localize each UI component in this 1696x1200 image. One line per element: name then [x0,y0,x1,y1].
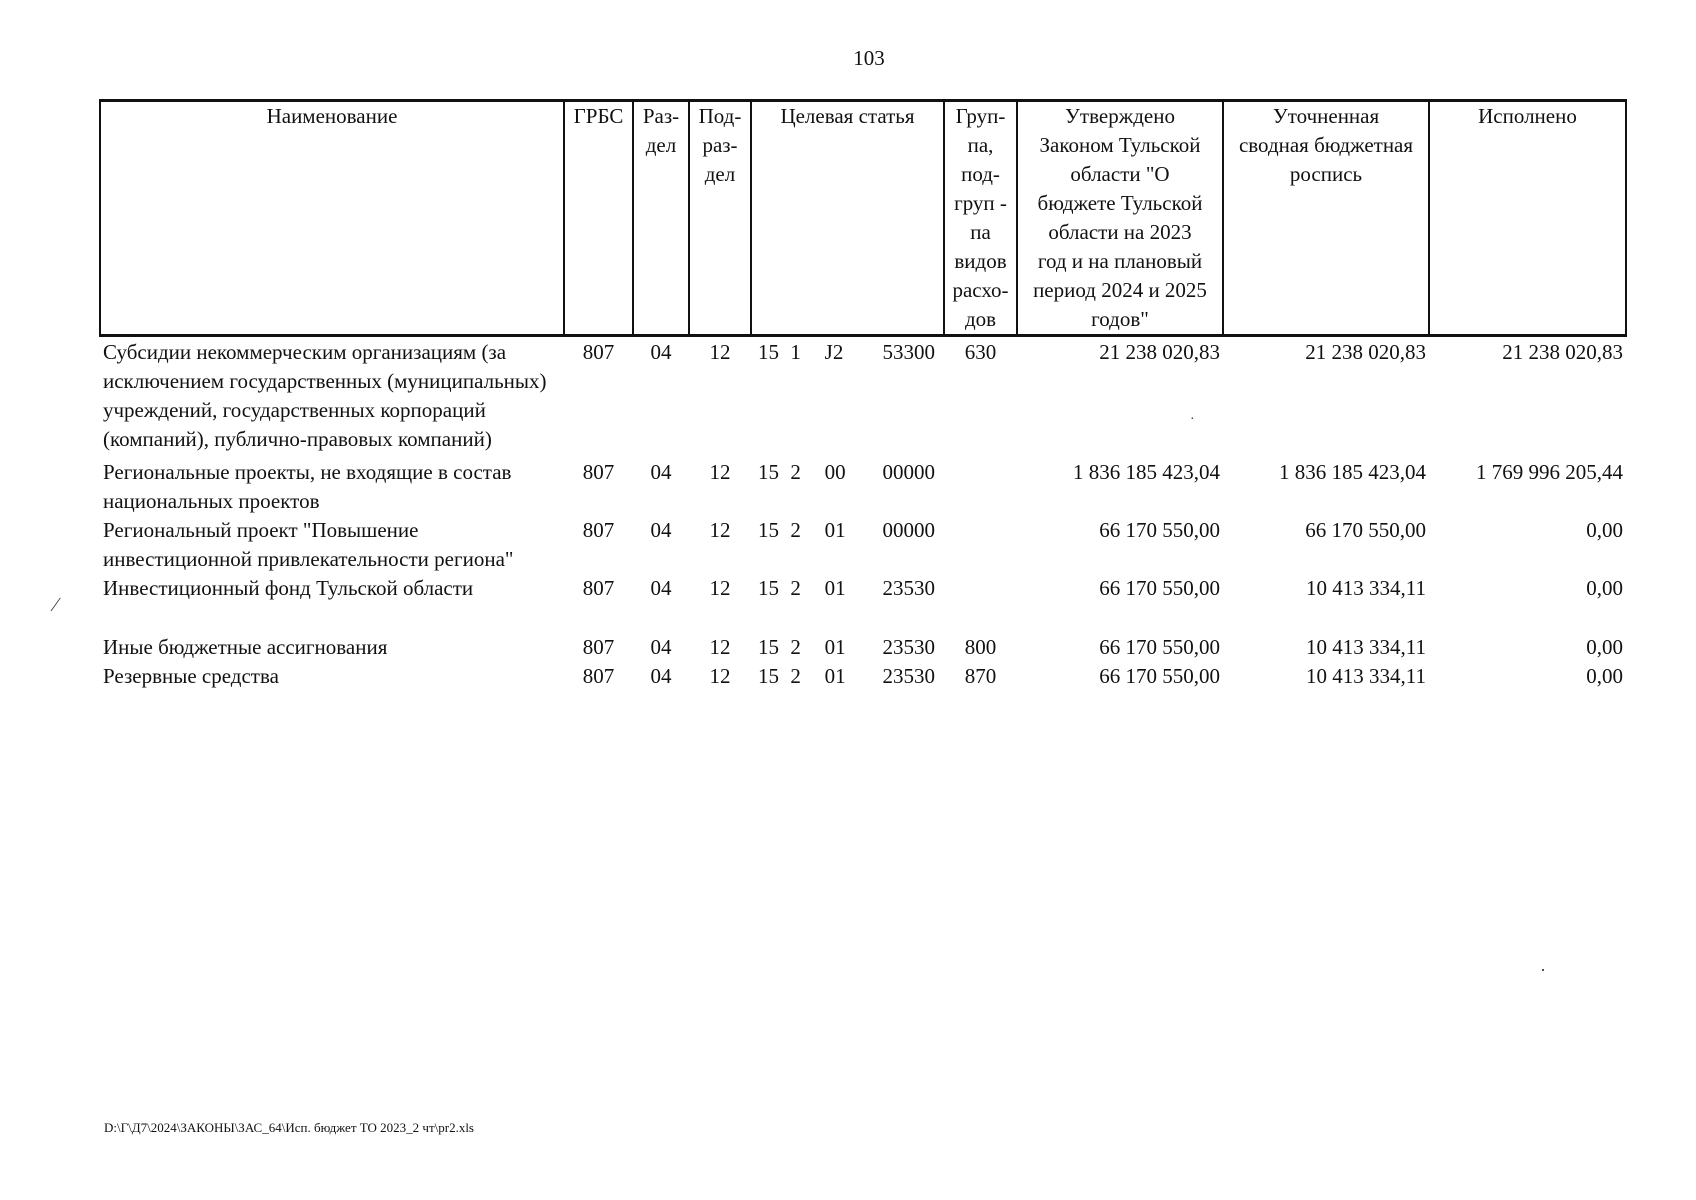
row-grbs: 807 [582,664,615,688]
header-executed: Исполнено [1429,101,1626,336]
header-refined: Уточненная сводная бюджетная роспись [1223,101,1429,336]
row-grbs: 807 [582,576,615,600]
row-target: 15 2 01 23530 [758,664,935,688]
table-row [100,516,1626,574]
speck-mark: · [1190,412,1195,427]
header-grbs: ГРБС [564,101,633,336]
row-refined: 21 238 020,83 [1305,340,1426,364]
row-podrazdel: 12 [709,518,731,542]
row-approved: 66 170 550,00 [1099,635,1220,659]
row-executed: 0,00 [1586,664,1623,688]
row-group: 870 [964,664,997,688]
budget-table [99,99,1627,691]
row-executed: 0,00 [1586,518,1623,542]
row-target: 15 2 01 23530 [758,635,935,659]
header-name: Наименование [100,101,564,336]
row-refined: 1 836 185 423,04 [1279,460,1426,484]
row-group [944,516,1017,574]
row-podrazdel: 12 [709,635,731,659]
header-group: Груп- па, под- груп - па видов расхо- дов [944,101,1017,336]
row-razdel: 04 [650,518,672,542]
header-approved: Утверждено Законом Тульской области "О бюджете Тульской области на 2023 год и на плановый период 2024 и 2025 годов" [1017,101,1223,336]
speck-mark: · [1540,960,1546,980]
row-razdel: 04 [650,635,672,659]
row-group [944,458,1017,516]
row-razdel: 04 [650,664,672,688]
row-refined: 10 413 334,11 [1306,635,1426,659]
row-grbs: 807 [582,460,615,484]
row-target: 15 2 01 23530 [758,576,935,600]
row-grbs: 807 [582,340,615,364]
row-refined: 10 413 334,11 [1306,664,1426,688]
row-name: Резервные средства [103,664,279,688]
row-target: 15 2 01 00000 [758,518,935,542]
header-target: Целевая статья [751,101,944,336]
row-name: Иные бюджетные ассигнования [103,635,388,659]
row-approved: 21 238 020,83 [1099,340,1220,364]
row-approved: 1 836 185 423,04 [1073,460,1220,484]
row-executed: 0,00 [1586,576,1623,600]
row-razdel: 04 [650,340,672,364]
table-row [100,574,1626,633]
row-podrazdel: 12 [709,340,731,364]
row-grbs: 807 [582,635,615,659]
table-row [100,458,1626,516]
row-refined: 10 413 334,11 [1306,576,1426,600]
footer-file-path: D:\Г\Д7\2024\ЗАКОНЫ\ЗАС_64\Исп. бюджет ТО 2023_2 чт\pr2.xls [104,1120,474,1135]
pen-tick-mark: ∕ [54,594,58,616]
row-name: Субсидии некоммерческим организациям (за исключением государственных (муниципальных) учреждений, государственных корпораций (компаний), публично-правовых компаний) [103,340,547,451]
header-podrazdel: Под- раз- дел [689,101,751,336]
row-group: 800 [964,635,997,659]
table-row [100,633,1626,662]
page-number: 103 [853,46,885,70]
header-razdel: Раз- дел [633,101,689,336]
table-header-row [100,101,1626,336]
row-name: Региональные проекты, не входящие в состав национальных проектов [103,460,512,513]
row-target: 15 2 00 00000 [758,460,935,484]
row-target: 15 1 J2 53300 [758,340,935,364]
row-executed: 1 769 996 205,44 [1476,460,1623,484]
row-refined: 66 170 550,00 [1305,518,1426,542]
row-approved: 66 170 550,00 [1099,576,1220,600]
row-group: 630 [964,340,997,364]
row-grbs: 807 [582,518,615,542]
row-razdel: 04 [650,460,672,484]
row-podrazdel: 12 [709,664,731,688]
row-name: Инвестиционный фонд Тульской области [103,576,474,600]
row-executed: 0,00 [1586,635,1623,659]
table-row [100,336,1626,459]
row-podrazdel: 12 [709,460,731,484]
row-approved: 66 170 550,00 [1099,518,1220,542]
row-group [944,574,1017,633]
table-row [100,662,1626,691]
row-podrazdel: 12 [709,576,731,600]
row-approved: 66 170 550,00 [1099,664,1220,688]
row-name: Региональный проект "Повышение инвестиционной привлекательности региона" [103,518,514,571]
row-executed: 21 238 020,83 [1502,340,1623,364]
row-razdel: 04 [650,576,672,600]
